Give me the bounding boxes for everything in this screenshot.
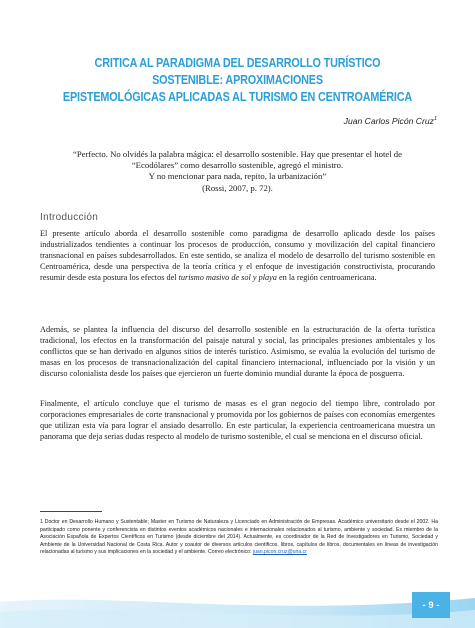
footnote-divider [40, 511, 102, 512]
page-number-badge [412, 592, 450, 618]
article-title-line-1: CRITICA AL PARADIGMA DEL DESARROLLO TURÍSTICO SOSTENIBLE: APROXIMACIONES [94, 56, 381, 87]
author-name-text: Juan Carlos Picón Cruz [343, 116, 434, 126]
body-paragraph-2: Además, se plantea la influencia del discurso del desarrollo sostenible en la estructuración de la oferta turística tradicional, los efectos en la transformación del paisaje natural y social, las principales presiones ambientales y los conflictos que se han derivado en algunos sitios de interés turístico. Asimismo, se evalúa la evolución del turismo de masas en los procesos de transnacionalización del capital financiero internacional, influenciado por la visión y un discurso colonialista desde los países que ejercieron un fuerte dominio mundial durante la época de posguerra. [40, 325, 435, 379]
footnote [40, 519, 438, 557]
body-paragraph-1 [40, 228, 435, 283]
epigraph-line-2: “Ecodólares” como desarrollo sostenible, agregó el ministro. [131, 160, 344, 171]
footnote-text: 1 Doctor en Desarrollo Humano y Sustentable; Master en Turismo de Naturaleza y Licenciado en Administración de Empresas. Académico universitario desde el 2002. Ha participado como ponente y conferencista en distintos eventos académicos nacionales e internacionales relacionados al turismo, ambiente y sociedad. Es miembro de la Asociación Española de Expertos Científicos en Turismo (desde diciembre del 2014). Actualmente, es coordinador de la Red de Investigadores en Turismo, Sociedad y Ambiente de la Universidad Nacional de Costa Rica. Autor y coautor de diversos artículos científicos, libros, capítulos de libros, documentales en líneas de investigación relacionadas al turismo y sus implicaciones en la sociedad y el ambiente. Correo electrónico: [40, 519, 438, 556]
epigraph-citation: (Rossi, 2007, p. 72). [202, 182, 273, 193]
paragraph-1-emphasis: turismo masivo de sol y playa [178, 273, 277, 283]
page-number: - 9 - [422, 599, 440, 611]
paragraph-1-text-b: en la región centroamericana. [276, 273, 377, 283]
section-heading: Introducción [40, 212, 99, 223]
body-paragraph-3: Finalmente, el artículo concluye que el turismo de masas es el gran negocio del tiempo libre, controlado por corporaciones empresariales de corte transnacional y promovida por los gobiernos de países con economías emergentes que utilizan esta vía para lograr el ansiado desarrollo. En este particular, la experiencia centroamericana muestra un panorama que deja serias dudas respecto al modelo de turismo sostenible, el cual se menciona en el discurso oficial. [40, 399, 435, 442]
epigraph-line-3: Y no mencionar para nada, repito, la urbanización” [148, 171, 327, 182]
epigraph-line-1: “Perfecto. No olvidés la palabra mágica: el desarrollo sostenible. Hay que presentar el hotel de [72, 149, 403, 159]
epigraph [40, 149, 435, 194]
footnote-email-link[interactable]: juan.picon.cruz@una.cr [252, 549, 307, 556]
author-footnote-marker[interactable]: 1 [433, 116, 437, 123]
article-title [59, 55, 416, 106]
footer-decoration [0, 588, 475, 628]
author-name [344, 116, 437, 126]
article-title-line-2: EPISTEMOLÓGICAS APLICADAS AL TURISMO EN CENTROAMÉRICA [62, 90, 413, 104]
paragraph-1-text-a: El presente artículo aborda el desarrollo sostenible como paradigma de desarrollo aplicado desde los países industrializados tendientes a continuar los procesos de producción, consumo y movilización del capital financiero transnacional en países subdesarrollados. En este sentido, se analiza el modelo de desarrollo del turismo sostenible en Centroamérica, desde una perspectiva de la teoría crítica y el enfoque de investigación constructivista, procurando resumir desde esta postura los efectos del [40, 229, 435, 283]
